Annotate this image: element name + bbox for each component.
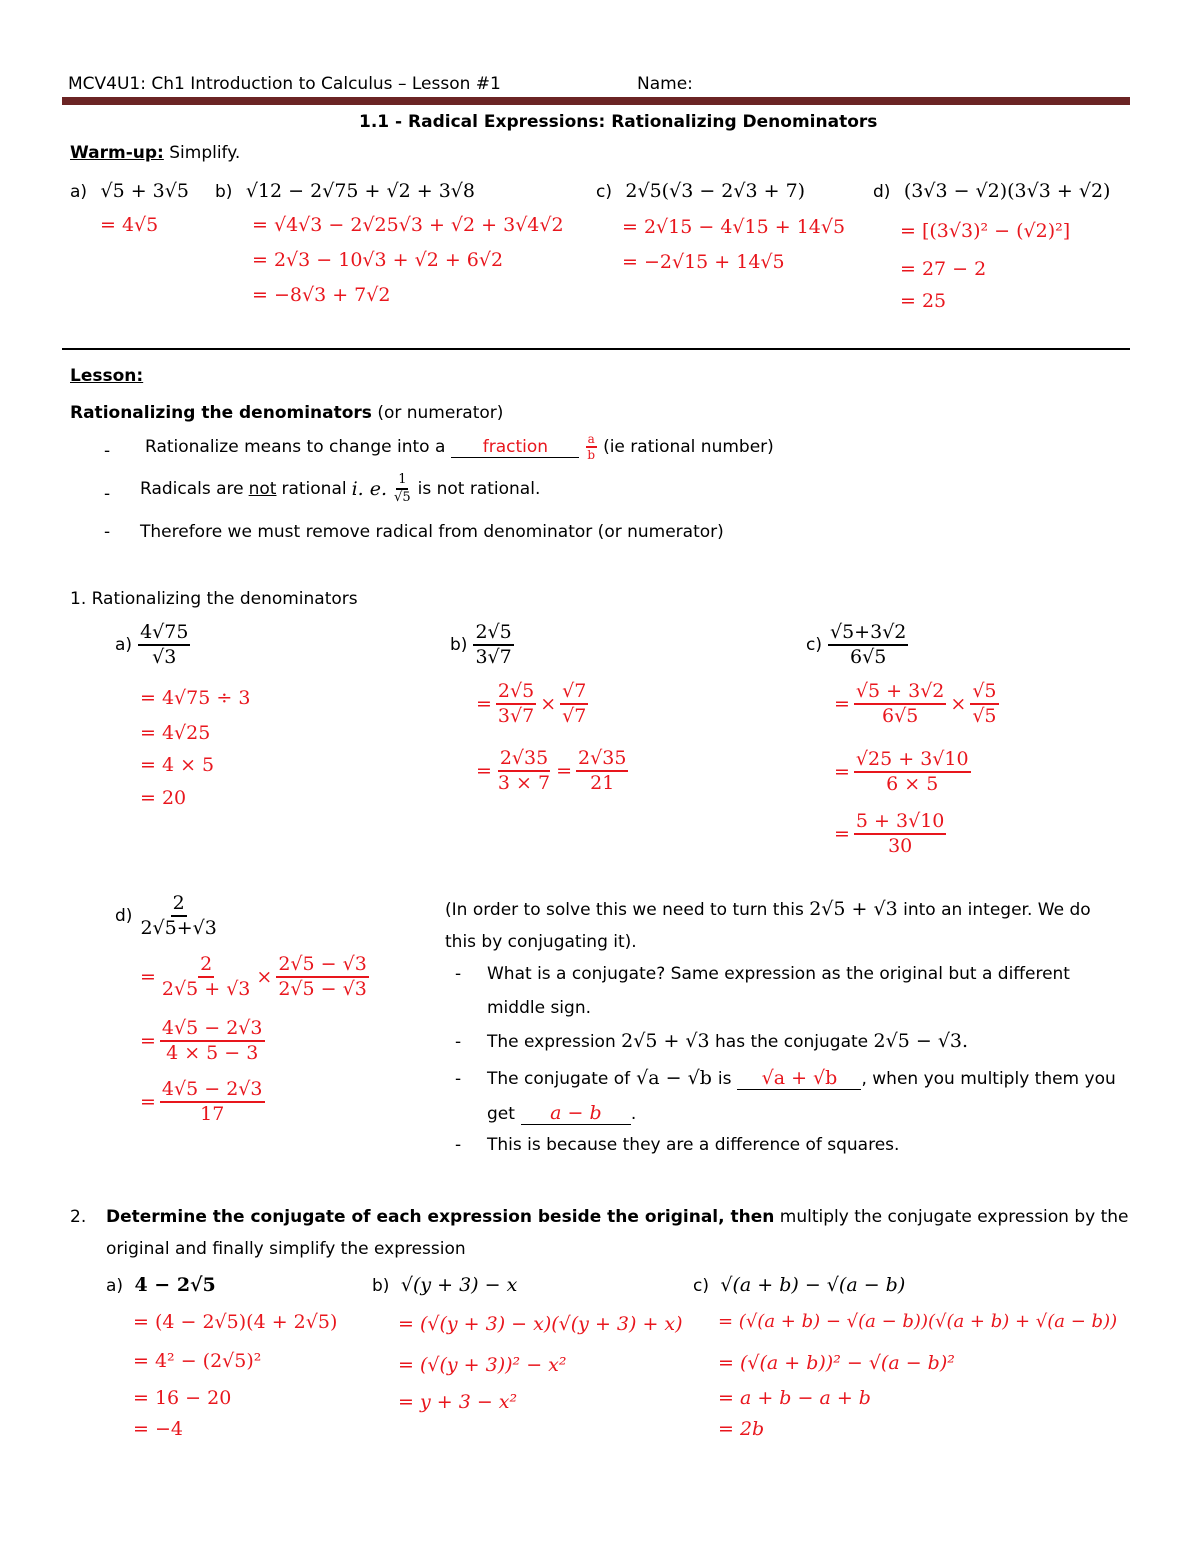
step-fraction bbox=[160, 1017, 265, 1065]
bullet-remove-radical: Therefore we must remove radical from denominator (or numerator) bbox=[140, 522, 724, 542]
fraction-denominator: 6√5 bbox=[882, 704, 919, 727]
product-answer-blank: a − b bbox=[521, 1102, 631, 1125]
equals-sign: = bbox=[834, 760, 850, 783]
section2-number: 2. bbox=[70, 1207, 87, 1227]
fraction-denominator: √7 bbox=[562, 704, 587, 727]
fraction-numerator: a bbox=[586, 432, 597, 448]
lesson-heading-bold: Rationalizing the denominators bbox=[70, 403, 372, 423]
warmup-d-step: = [(3√3)² − (√2)²] bbox=[900, 220, 1071, 242]
solution-step: = a + b − a + b bbox=[718, 1387, 871, 1409]
solution-step bbox=[476, 680, 588, 728]
problem-expr: √(y + 3) − x bbox=[400, 1274, 518, 1296]
explain-text: get bbox=[487, 1104, 515, 1124]
explain-intro bbox=[445, 898, 1091, 920]
warmup-line bbox=[70, 143, 240, 163]
solution-step bbox=[834, 748, 971, 796]
section2-heading bbox=[106, 1207, 1129, 1227]
section2-heading-line2: original and finally simplify the expression bbox=[106, 1239, 466, 1259]
explain-conjugate-def: What is a conjugate? Same expression as the original but a different bbox=[487, 964, 1070, 984]
step-fraction bbox=[560, 680, 588, 728]
fraction-numerator: 1 bbox=[396, 472, 408, 490]
warmup-b bbox=[215, 180, 475, 202]
solution-step: = 4√25 bbox=[140, 722, 211, 744]
explain-text: has the conjugate bbox=[715, 1032, 869, 1052]
fraction-numerator: √5 + 3√2 bbox=[854, 680, 946, 705]
fraction-denominator: √3 bbox=[152, 645, 177, 668]
explain-conjugate-def-2: middle sign. bbox=[487, 998, 592, 1018]
explain-math: 2√5 + √3 bbox=[621, 1030, 710, 1052]
a-over-b-fraction bbox=[585, 432, 597, 463]
equals-sign: = bbox=[834, 692, 850, 715]
step-fraction bbox=[854, 748, 971, 796]
warmup-a-tag: a) bbox=[70, 182, 88, 202]
bullet-dash: - bbox=[104, 441, 111, 461]
times-sign: × bbox=[256, 965, 273, 988]
step-fraction bbox=[576, 747, 628, 795]
problem-1c bbox=[806, 621, 908, 669]
warmup-d-step: = 27 − 2 bbox=[900, 258, 987, 280]
ie-abbrev: i. e. bbox=[351, 477, 388, 500]
bullet-text: Rationalize means to change into a bbox=[145, 437, 446, 458]
problem-tag: a) bbox=[115, 634, 133, 655]
problem-expr: √(a + b) − √(a − b) bbox=[720, 1274, 906, 1296]
fraction-blank: fraction bbox=[451, 437, 579, 458]
problem-tag: c) bbox=[806, 634, 822, 655]
bullet-dash: - bbox=[104, 522, 111, 542]
explain-get bbox=[487, 1102, 636, 1125]
solution-step: = (4 − 2√5)(4 + 2√5) bbox=[133, 1311, 338, 1333]
warmup-d-step: = 25 bbox=[900, 290, 947, 312]
solution-step bbox=[834, 680, 999, 728]
equals-sign: = bbox=[556, 759, 573, 782]
warmup-c-expr: 2√5(√3 − 2√3 + 7) bbox=[625, 180, 806, 202]
times-sign: × bbox=[540, 692, 557, 715]
equals-sign: = bbox=[140, 1090, 156, 1113]
explain-intro-2: this by conjugating it). bbox=[445, 932, 637, 952]
solution-step: = 20 bbox=[140, 787, 187, 809]
warmup-a bbox=[70, 180, 189, 202]
solution-step bbox=[834, 810, 946, 858]
solution-step: = 4 × 5 bbox=[140, 754, 215, 776]
warmup-c-tag: c) bbox=[596, 182, 612, 202]
warmup-a-step: = 4√5 bbox=[100, 214, 159, 236]
solution-step: = 4√75 ÷ 3 bbox=[140, 687, 251, 709]
fraction-denominator: 2√5 + √3 bbox=[161, 977, 251, 1000]
problem-fraction bbox=[473, 621, 513, 669]
solution-step: = (√(a + b) − √(a − b))(√(a + b) + √(a − b)) bbox=[718, 1311, 1118, 1332]
fraction-numerator: 5 + 3√10 bbox=[854, 810, 946, 835]
bullet-rationalize bbox=[145, 432, 774, 463]
warmup-b-step: = √4√3 − 2√25√3 + √2 + 3√4√2 bbox=[252, 214, 564, 236]
explain-math: 2√5 − √3. bbox=[873, 1030, 969, 1052]
solution-step: = (√(a + b))² − √(a − b)² bbox=[718, 1352, 955, 1374]
problem-1a bbox=[115, 621, 190, 669]
fraction-denominator: 21 bbox=[590, 771, 615, 794]
solution-step bbox=[140, 1078, 265, 1126]
solution-step: = y + 3 − x² bbox=[398, 1391, 518, 1413]
section2-heading-bold: Determine the conjugate of each expression beside the original, then bbox=[106, 1207, 775, 1227]
fraction-denominator: 17 bbox=[200, 1102, 225, 1125]
warmup-b-expr: √12 − 2√75 + √2 + 3√8 bbox=[245, 180, 475, 202]
explain-expression bbox=[487, 1030, 968, 1052]
fraction-denominator: 6 × 5 bbox=[886, 772, 939, 795]
step-fraction bbox=[276, 953, 368, 1001]
fraction-numerator: 4√75 bbox=[138, 621, 190, 646]
warmup-c-step: = −2√15 + 14√5 bbox=[622, 251, 785, 273]
fraction-numerator: 4√5 − 2√3 bbox=[160, 1017, 265, 1042]
warmup-d-expr: (3√3 − √2)(3√3 + √2) bbox=[903, 180, 1111, 202]
warmup-d-tag: d) bbox=[873, 182, 891, 202]
warmup-b-tag: b) bbox=[215, 182, 233, 202]
problem-tag: a) bbox=[106, 1276, 124, 1296]
fraction-denominator: 4 × 5 − 3 bbox=[166, 1041, 259, 1064]
equals-sign: = bbox=[476, 759, 492, 782]
warmup-c bbox=[596, 180, 805, 202]
step-fraction bbox=[854, 680, 946, 728]
section2-heading-normal: multiply the conjugate expression by the bbox=[779, 1207, 1129, 1227]
fraction-numerator: 2 bbox=[171, 892, 187, 917]
problem-tag: b) bbox=[372, 1276, 390, 1296]
explain-difference-squares: This is because they are a difference of squares. bbox=[487, 1135, 900, 1155]
lesson-heading bbox=[70, 403, 503, 423]
explain-math: 2√5 + √3 bbox=[809, 898, 898, 920]
bullet-not-rational bbox=[140, 472, 540, 505]
solution-step: = −4 bbox=[133, 1418, 183, 1440]
bullet-dash: - bbox=[455, 1135, 462, 1155]
fraction-denominator: √5 bbox=[972, 704, 997, 727]
equals-sign: = bbox=[476, 692, 492, 715]
solution-step bbox=[140, 1017, 265, 1065]
bullet-underlined-word: not bbox=[248, 478, 277, 499]
name-label: Name: bbox=[637, 74, 693, 94]
problem-1b bbox=[450, 621, 514, 669]
explain-text: (In order to solve this we need to turn this bbox=[445, 900, 804, 920]
warmup-c-step: = 2√15 − 4√15 + 14√5 bbox=[622, 216, 846, 238]
equals-sign: = bbox=[140, 965, 156, 988]
page-title: 1.1 - Radical Expressions: Rationalizing Denominators bbox=[359, 112, 878, 132]
explain-text: . bbox=[630, 1104, 637, 1124]
warmup-d bbox=[873, 180, 1110, 202]
step-fraction bbox=[496, 747, 552, 795]
fraction-numerator: 2√5 bbox=[496, 680, 536, 705]
fraction-denominator: 2√5+√3 bbox=[140, 916, 217, 939]
step-fraction bbox=[854, 810, 946, 858]
explain-text: into an integer. We do bbox=[903, 900, 1091, 920]
equals-sign: = bbox=[834, 822, 850, 845]
fraction-denominator: 3 × 7 bbox=[497, 771, 551, 794]
fraction-denominator: b bbox=[587, 448, 596, 463]
solution-step: = 16 − 20 bbox=[133, 1387, 232, 1409]
one-over-root5-fraction bbox=[392, 472, 413, 505]
explain-text: The expression bbox=[487, 1032, 616, 1052]
fraction-numerator: 2√35 bbox=[498, 747, 550, 772]
problem-1d bbox=[115, 892, 219, 940]
step-fraction bbox=[160, 953, 252, 1001]
problem-fraction bbox=[828, 621, 908, 669]
fraction-numerator: 2√5 − √3 bbox=[276, 953, 368, 978]
fraction-denominator: √5 bbox=[394, 489, 411, 505]
bullet-text: is not rational. bbox=[417, 478, 541, 499]
fraction-denominator: 3√7 bbox=[497, 704, 535, 727]
section-divider bbox=[62, 348, 1130, 350]
fraction-denominator: 2√5 − √3 bbox=[278, 977, 367, 1000]
fraction-denominator: 6√5 bbox=[850, 645, 887, 668]
fraction-numerator: √25 + 3√10 bbox=[854, 748, 971, 773]
bullet-dash: - bbox=[455, 964, 462, 984]
fraction-numerator: 2 bbox=[198, 953, 214, 978]
solution-step: = 2b bbox=[718, 1418, 765, 1440]
problem-tag: b) bbox=[450, 634, 468, 655]
course-header: MCV4U1: Ch1 Introduction to Calculus – Lesson #1 bbox=[68, 74, 501, 94]
problem-expr: 4 − 2√5 bbox=[134, 1274, 216, 1296]
solution-step: = 4² − (2√5)² bbox=[133, 1350, 262, 1372]
fraction-numerator: √5+3√2 bbox=[828, 621, 908, 646]
solution-step: = (√(y + 3) − x)(√(y + 3) + x) bbox=[398, 1313, 683, 1335]
step-fraction bbox=[970, 680, 998, 728]
bullet-dash: - bbox=[455, 1069, 462, 1089]
problem-2b bbox=[372, 1274, 517, 1296]
equals-sign: = bbox=[140, 1029, 156, 1052]
solution-step bbox=[140, 953, 369, 1001]
fraction-numerator: 2√5 bbox=[473, 621, 513, 646]
problem-tag: c) bbox=[693, 1276, 709, 1296]
warmup-a-expr: √5 + 3√5 bbox=[100, 180, 189, 202]
problem-tag: d) bbox=[115, 905, 133, 926]
fraction-denominator: 30 bbox=[888, 834, 913, 857]
solution-step bbox=[476, 747, 628, 795]
solution-step: = (√(y + 3))² − x² bbox=[398, 1354, 567, 1376]
times-sign: × bbox=[950, 692, 967, 715]
fraction-numerator: √5 bbox=[970, 680, 998, 705]
header-rule bbox=[62, 97, 1130, 105]
conjugate-answer-blank: √a + √b bbox=[737, 1067, 861, 1090]
fraction-numerator: 4√5 − 2√3 bbox=[160, 1078, 265, 1103]
explain-math: √a − √b bbox=[636, 1067, 712, 1089]
bullet-text: rational bbox=[281, 478, 347, 499]
warmup-instruction: Simplify. bbox=[169, 143, 241, 163]
bullet-text: Radicals are bbox=[140, 478, 244, 499]
problem-fraction bbox=[138, 621, 190, 669]
problem-fraction bbox=[138, 892, 218, 940]
problem-2c bbox=[693, 1274, 905, 1296]
warmup-b-step: = 2√3 − 10√3 + √2 + 6√2 bbox=[252, 249, 504, 271]
fraction-denominator: 3√7 bbox=[475, 645, 512, 668]
fraction-numerator: √7 bbox=[560, 680, 588, 705]
fraction-numerator: 2√35 bbox=[576, 747, 628, 772]
step-fraction bbox=[160, 1078, 265, 1126]
bullet-dash: - bbox=[455, 1032, 462, 1052]
step-fraction bbox=[496, 680, 536, 728]
problem-2a bbox=[106, 1274, 216, 1296]
warmup-label: Warm-up: bbox=[70, 143, 164, 163]
explain-text: is bbox=[717, 1069, 732, 1089]
lesson-label: Lesson: bbox=[70, 366, 144, 386]
section1-heading: 1. Rationalizing the denominators bbox=[70, 589, 358, 609]
bullet-dash: - bbox=[104, 484, 111, 504]
warmup-b-step: = −8√3 + 7√2 bbox=[252, 284, 391, 306]
explain-text: The conjugate of bbox=[487, 1069, 631, 1089]
bullet-text: (ie rational number) bbox=[603, 437, 774, 458]
explain-conjugate-of bbox=[487, 1067, 1116, 1090]
lesson-heading-normal: (or numerator) bbox=[377, 403, 504, 423]
explain-text: , when you multiply them you bbox=[861, 1069, 1116, 1089]
